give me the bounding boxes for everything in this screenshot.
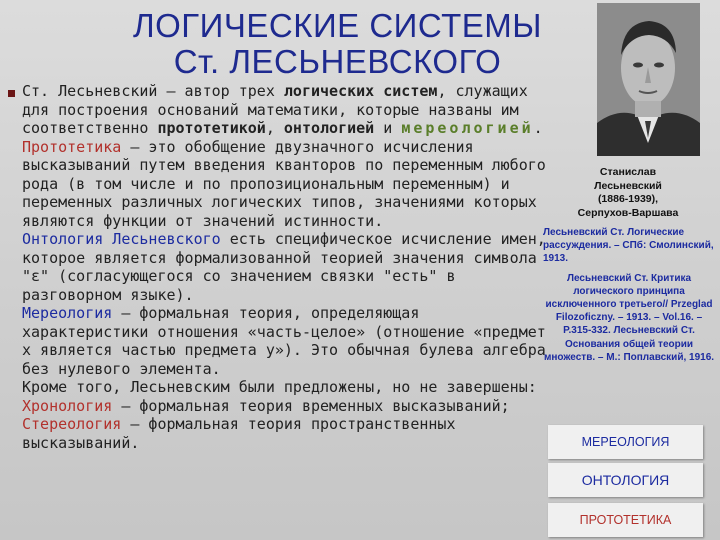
reference-item: Лесьневский Ст. Критика логического принципа исключенного третьего// Przeglad Filozoficzny. – 1913. – Vol.16. – P.315-332. Лесьневский Ст. Основания общей теории множеств. – М.: Поплавский, 1916. [543, 272, 715, 363]
stereology-paragraph [22, 415, 547, 452]
mereology-term: Мереология [22, 304, 113, 322]
ontology-paragraph [22, 230, 547, 304]
intro-paragraph [22, 82, 547, 138]
ontology-button[interactable]: ОНТОЛОГИЯ [548, 463, 703, 497]
bullet-marker [8, 90, 15, 97]
intro-text: , [265, 119, 284, 137]
intro-text: и [374, 119, 402, 137]
chronology-paragraph [22, 397, 547, 416]
intro-text: Ст. Лесьневский – автор трех [22, 82, 284, 100]
more-paragraph: Кроме того, Лесьневским были предложены, но не завершены: [22, 378, 537, 396]
references [543, 226, 715, 370]
reference-item: Лесьневский Ст. Логические рассуждения. – СПб: Смолинский, 1913. [543, 227, 714, 265]
mereology-button[interactable]: МЕРЕОЛОГИЯ [548, 425, 703, 459]
mereology-paragraph [22, 304, 547, 378]
protothetic-term: Прототетика [22, 137, 122, 156]
mereology-text: – формальная теория, определяющая характеристики отношения «часть-целое» (отношение «предмет x является частью предмета y»). Это обычная булева алгебра без нулевого элемента. [22, 304, 546, 378]
protothetic-paragraph [22, 138, 547, 231]
intro-text: , служащих для построения оснований математики, которые названы им соответственно [22, 82, 528, 137]
page-title-line-2: Ст. ЛЕСЬНЕВСКОГО [173, 43, 502, 80]
chronology-term: Хронология [22, 396, 113, 415]
portrait-icon [597, 3, 700, 156]
intro-text: . [533, 119, 543, 137]
portrait-photo [597, 3, 700, 156]
ontology-text: есть специфическое исчисление имен, которое является формализованной теорией значения символа "ε" (согласующегося со значением связки "есть" в разговорном языке). [22, 230, 546, 304]
page-title [95, 8, 580, 80]
chronology-text: – формальная теория временных высказываний; [112, 396, 510, 415]
main-text [22, 82, 547, 452]
stereology-text: – формальная теория пространственных высказываний. [22, 415, 456, 452]
page-title-line-1: ЛОГИЧЕСКИЕ СИСТЕМЫ [132, 7, 543, 44]
intro-mereology: мереологией [401, 119, 534, 137]
intro-logical-systems: логических систем [283, 82, 438, 100]
stereology-term: Стереология [22, 415, 122, 433]
portrait-caption: Станислав Лесьневский (1886-1939), Серпухов-Варшава [577, 166, 679, 219]
intro-ontology: онтологией [283, 119, 375, 137]
intro-protothetic: прототетикой [157, 119, 266, 137]
ontology-term: Онтология Лесьневского [22, 230, 221, 248]
protothetic-button[interactable]: ПРОТОТЕТИКА [548, 503, 703, 537]
protothetic-text: – это обобщение двузначного исчисления высказываний путем введения кванторов по переменным любого рода (в том числе и по пропозициональным переменным) и переменных различных логических типов, значениями которых являются функции от значений истинности. [22, 137, 546, 230]
